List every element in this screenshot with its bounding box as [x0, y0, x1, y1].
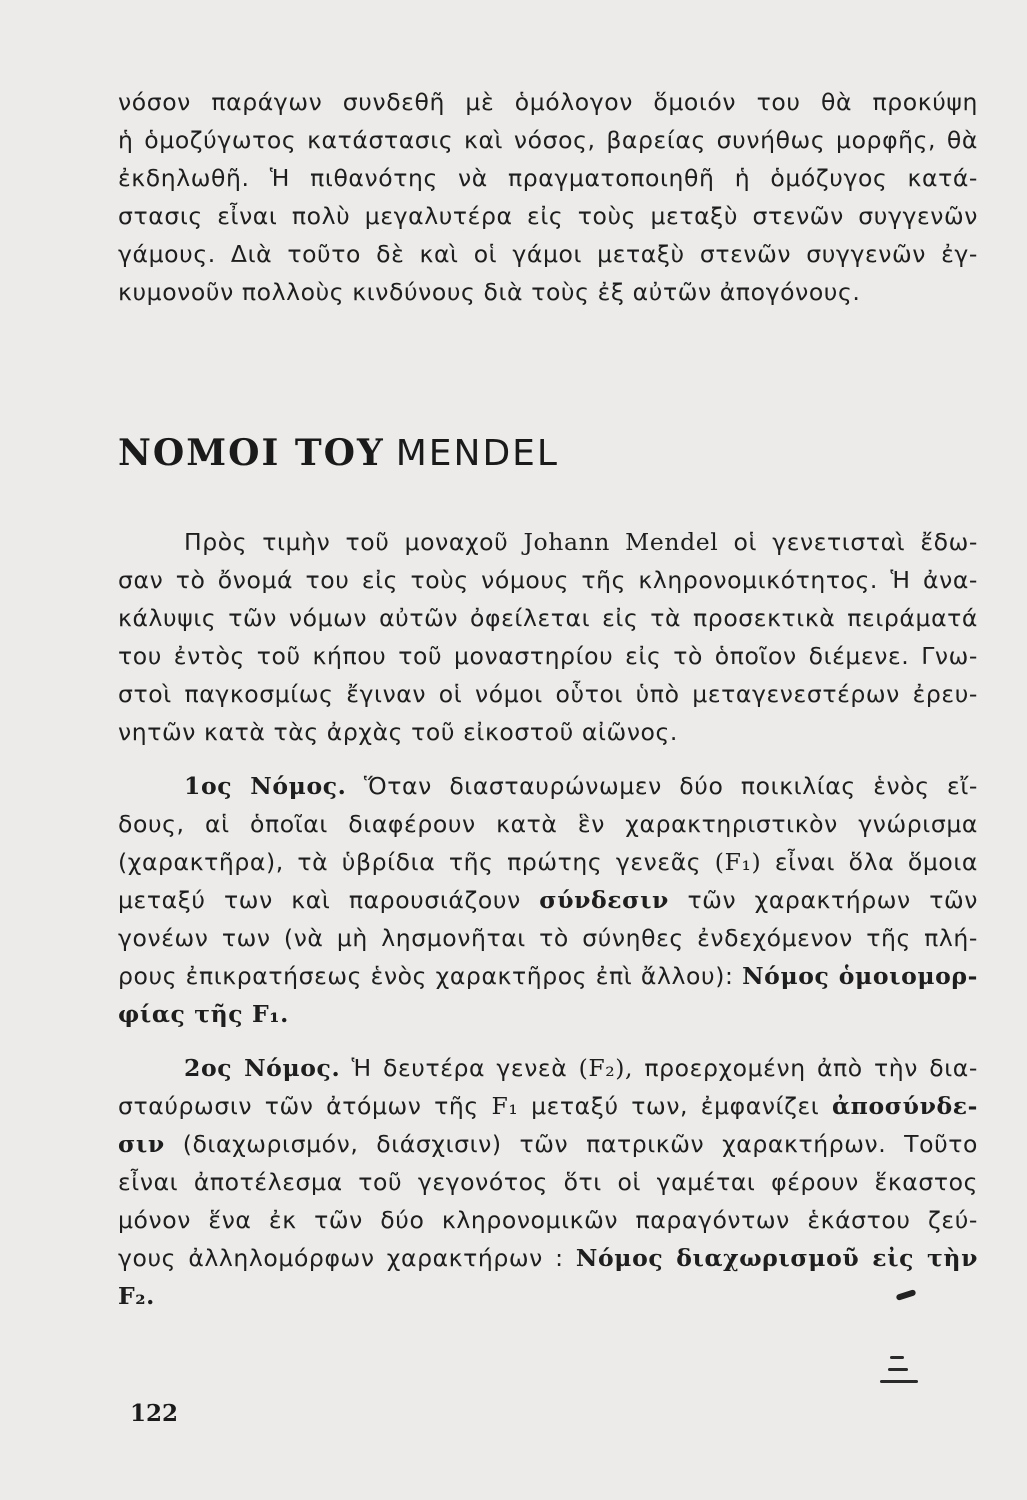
text-line: ἐκδηλωθῆ. Ἡ πιθανότης νὰ πραγματοποιηθῆ ἡ ὁμόζυγος κατά- [118, 164, 978, 192]
text-line: (χαρακτῆρα), τὰ ὑβρίδια τῆς πρώτης γενεᾶς (F₁) εἶναι ὅλα ὅμοια [118, 848, 978, 876]
text-line: κάλυψις τῶν νόμων αὐτῶν ὀφείλεται εἰς τὰ προσεκτικὰ πειράματά [118, 604, 978, 632]
text-line: κυμονοῦν πολλοὺς κινδύνους διὰ τοὺς ἐξ αὐτῶν ἀπογόνους. [118, 278, 861, 306]
law-statement: Νόμος ὁμοιομορ- [742, 962, 978, 990]
text-line: δους, αἱ ὁποῖαι διαφέρουν κατὰ ἓν χαρακτηριστικὸν γνώρισμα [118, 810, 978, 838]
text-line: σαν τὸ ὄνομά του εἰς τοὺς νόμους τῆς κληρονομικότητος. Ἡ ἀνα- [118, 566, 978, 594]
law-statement: Νόμος διαχωρισμοῦ εἰς τὴν [575, 1244, 978, 1272]
text-line: νητῶν κατὰ τὰς ἀρχὰς τοῦ εἰκοστοῦ αἰῶνος. [118, 718, 678, 746]
ink-mark [880, 1350, 922, 1390]
text-line: σταύρωσιν τῶν ἀτόμων τῆς F₁ μεταξύ των, ἐμφανίζει ἀποσύνδε- [118, 1092, 979, 1120]
text-line: του ἐντὸς τοῦ κήπου τοῦ μοναστηρίου εἰς τὸ ὁποῖον διέμενε. Γνω- [118, 642, 978, 670]
text-line: νόσον παράγων συνδεθῆ μὲ ὁμόλογον ὅμοιόν του θὰ προκύψη [118, 88, 978, 116]
heading-part-1: ΝΟΜΟΙ ΤΟΥ [118, 432, 385, 474]
text-line: μεταξύ των καὶ παρουσιάζουν σύνδεσιν τῶν χαρακτήρων τῶν [118, 886, 978, 914]
author-name: Johann Mendel [523, 528, 719, 556]
emphasis: ἀποσύνδε- [832, 1092, 979, 1120]
text-line: ρους ἐπικρατήσεως ἑνὸς χαρακτῆρος ἐπὶ ἄλλου): Νόμος ὁμοιομορ- [118, 962, 978, 990]
law-statement: F₂. [118, 1282, 155, 1310]
emphasis: σύνδεσιν [539, 886, 669, 914]
text-line: γους ἀλληλομόρφων χαρακτήρων : Νόμος διαχωρισμοῦ εἰς τὴν [118, 1244, 978, 1272]
law-1-title: 1ος Νόμος. [184, 772, 347, 800]
text-line: εἶναι ἀποτέλεσμα τοῦ γεγονότος ὅτι οἱ γαμέται φέρουν ἕκαστος [118, 1168, 978, 1196]
text-line: μόνον ἕνα ἐκ τῶν δύο κληρονομικῶν παραγόντων ἑκάστου ζεύ- [118, 1206, 978, 1234]
text-line: γονέων των (νὰ μὴ λησμονῆται τὸ σύνηθες ἐνδεχόμενον τῆς πλή- [118, 924, 978, 952]
text-line: Πρὸς τιμὴν τοῦ μοναχοῦ Johann Mendel οἱ γενετισταὶ ἔδω- [184, 528, 979, 556]
text-line: σιν (διαχωρισμόν, διάσχισιν) τῶν πατρικῶν χαρακτήρων. Τοῦτο [118, 1130, 979, 1158]
text-line: ἡ ὁμοζύγωτος κατάστασις καὶ νόσος, βαρείας συνήθως μορφῆς, θὰ [118, 126, 978, 154]
text-line: στασις εἶναι πολὺ μεγαλυτέρα εἰς τοὺς μεταξὺ στενῶν συγγενῶν [118, 202, 978, 230]
text-line: γάμους. Διὰ τοῦτο δὲ καὶ οἱ γάμοι μεταξὺ στενῶν συγγενῶν ἐγ- [118, 240, 978, 268]
law-statement: φίας τῆς F₁. [118, 1000, 289, 1028]
emphasis: σιν [118, 1130, 165, 1158]
text-line: 2ος Νόμος. Ἡ δευτέρα γενεὰ (F₂), προερχομένη ἀπὸ τὴν δια- [184, 1054, 978, 1082]
page-number: 122 [130, 1400, 179, 1427]
heading-part-2: MENDEL [395, 433, 559, 474]
text-line: 1ος Νόμος. Ὅταν διασταυρώνωμεν δύο ποικιλίας ἑνὸς εἴ- [184, 772, 978, 800]
law-2-title: 2ος Νόμος. [184, 1054, 341, 1082]
text-line: στοὶ παγκοσμίως ἔγιναν οἱ νόμοι οὗτοι ὑπὸ μεταγενεστέρων ἐρευ- [118, 680, 978, 708]
section-heading [118, 432, 559, 474]
